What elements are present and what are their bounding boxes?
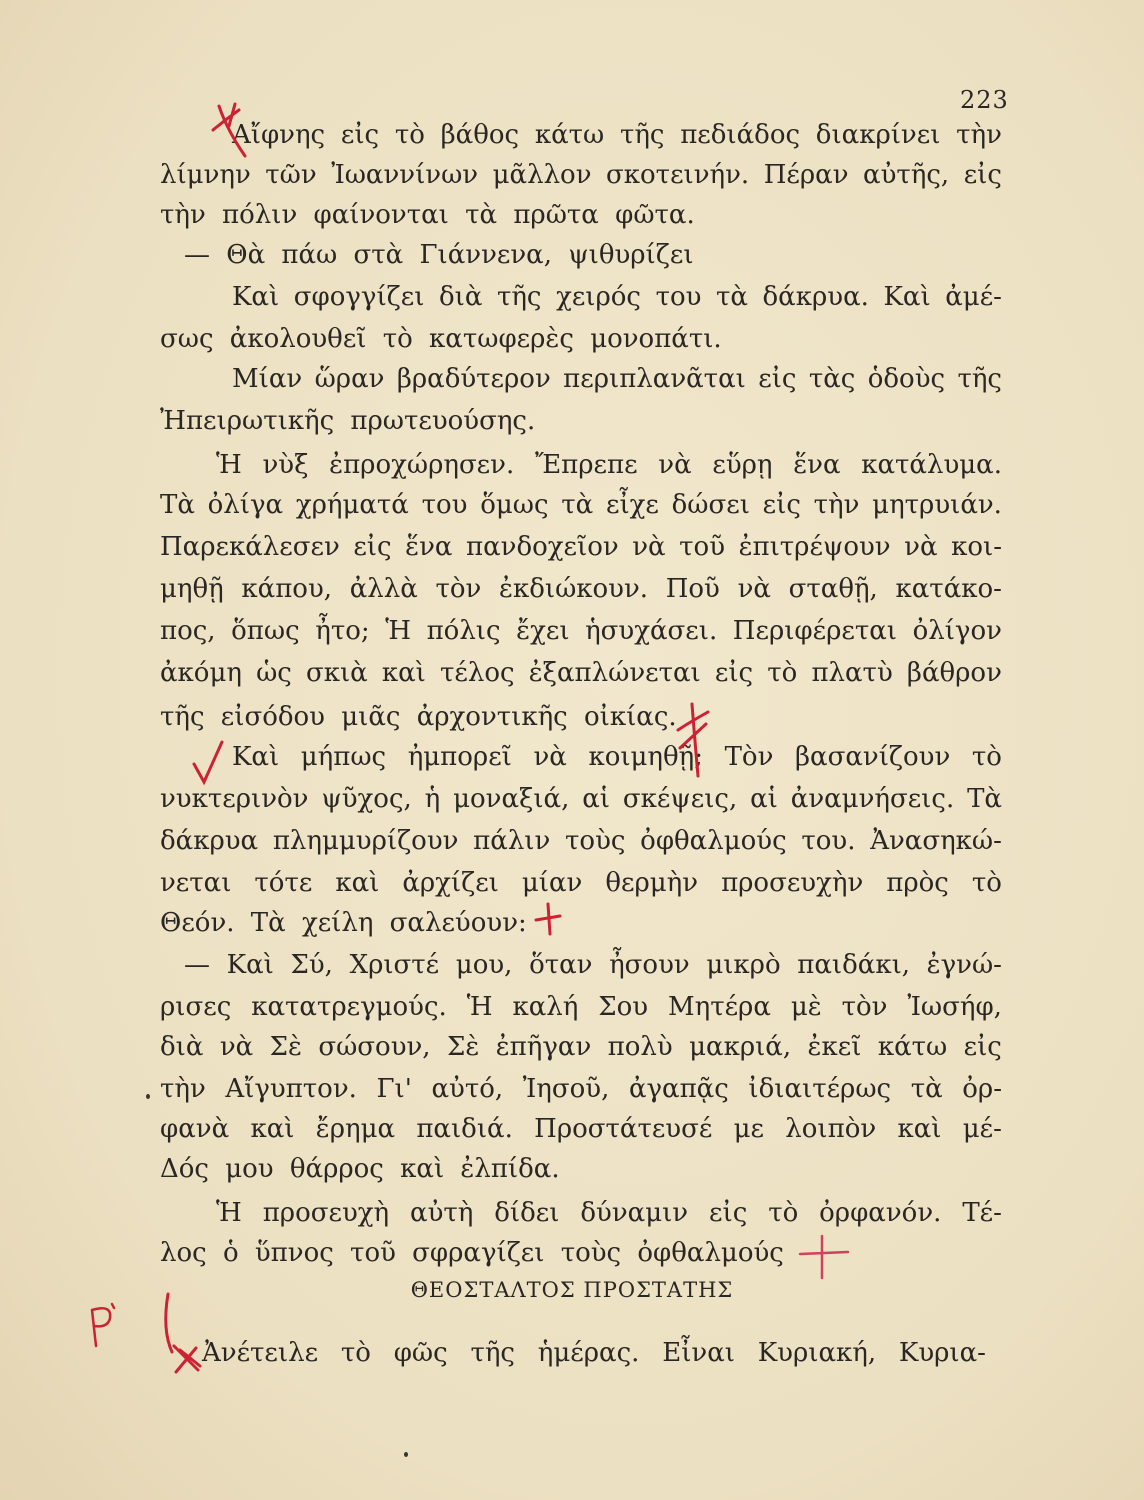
text-line: φανὰ καὶ ἔρημα παιδιά. Προστάτευσέ με λοιπὸν καὶ μέ- [160,1114,1002,1144]
margin-x-mark [170,1342,204,1376]
text-line: σως ἀκολουθεῖ τὸ κατωφερὲς μονοπάτι. [160,324,722,354]
correction-cross-1 [674,700,714,780]
text-line: λίμνην τῶν Ἰωαννίνων μᾶλλον σκοτεινήν. Πέραν αὐτῆς, εἰς [160,160,1002,190]
text-line: δάκρυα πλημμυρίζουν πάλιν τοὺς ὀφθαλμούς του. Ἀνασηκώ- [160,826,1002,856]
text-line: μηθῇ κάπου, ἀλλὰ τὸν ἐκδιώκουν. Ποῦ νὰ σταθῇ, κατάκο- [160,574,1002,604]
correction-cross-2 [532,902,564,936]
text-line: — Καὶ Σύ, Χριστέ μου, ὅταν ἦσουν μικρὸ παιδάκι, ἐγνώ- [184,950,1002,980]
correction-cross-3 [796,1234,852,1282]
text-line: ἀκόμη ὡς σκιὰ καὶ τέλος ἐξαπλώνεται εἰς τὸ πλατὺ βάθρον [160,658,1002,688]
chapter-heading: ΘΕΟΣΤΑΛΤΟΣ ΠΡΟΣΤΑΤΗΣ [410,1278,734,1302]
text-line: Καὶ σφογγίζει διὰ τῆς χειρός του τὰ δάκρυα. Καὶ ἀμέ- [232,282,1002,312]
text-line: Μίαν ὥραν βραδύτερον περιπλανᾶται εἰς τὰς ὁδοὺς τῆς [232,364,1002,394]
text-line: Καὶ μήπως ἠμπορεῖ νὰ κοιμηθῇ; Τὸν βασανίζουν τὸ [232,742,1002,772]
text-line: νυκτερινὸν ψῦχος, ἡ μοναξιά, αἱ σκέψεις, αἱ ἀναμνήσεις. Τὰ [160,784,1002,814]
text-line: Ἡ νὺξ ἐπροχώρησεν. Ἔπρεπε νὰ εὕρῃ ἕνα κατάλυμα. [216,450,1002,480]
text-line: Δός μου θάρρος καὶ ἐλπίδα. [160,1154,560,1184]
text-line: Θεόν. Τὰ χείλη σαλεύουν: [160,908,527,938]
text-line: — Θὰ πάω στὰ Γιάννενα, ψιθυρίζει [184,240,694,270]
ink-speck [404,1452,408,1457]
text-line: Παρεκάλεσεν εἰς ἕνα πανδοχεῖον νὰ τοῦ ἐπιτρέψουν νὰ κοι- [160,532,1002,562]
text-line: νεται τότε καὶ ἀρχίζει μίαν θερμὴν προσευχὴν πρὸς τὸ [160,868,1002,898]
ink-speck [146,1094,150,1099]
text-line: πος, ὅπως ἦτο; Ἡ πόλις ἔχει ἡσυχάσει. Περιφέρεται ὀλίγον [160,616,1002,646]
text-line: τὴν πόλιν φαίνονται τὰ πρῶτα φῶτα. [160,200,695,230]
text-line: Ἡ προσευχὴ αὐτὴ δίδει δύναμιν εἰς τὸ ὀρφανόν. Τέ- [216,1198,1002,1228]
margin-p-mark [82,1300,122,1350]
check-mark [190,740,230,790]
text-line: λος ὁ ὕπνος τοῦ σφραγίζει τοὺς ὀφθαλμούς [160,1238,784,1268]
page-number: 223 [960,86,1009,114]
correction-mark-top [205,100,253,170]
text-line: Τὰ ὀλίγα χρήματά του ὅμως τὰ εἶχε δώσει εἰς τὴν μητρυιάν. [160,490,1002,520]
text-line-final: Ἀνέτειλε τὸ φῶς τῆς ἡμέρας. Εἶναι Κυριακή, Κυρια- [202,1338,986,1368]
text-line: Ἠπειρωτικῆς πρωτευούσης. [160,406,536,436]
text-line: τῆς εἰσόδου μιᾶς ἀρχοντικῆς οἰκίας. [160,702,677,732]
text-line: τὴν Αἴγυπτον. Γι' αὐτό, Ἰησοῦ, ἀγαπᾷς ἰδιαιτέρως τὰ ὀρ- [160,1074,1002,1104]
text-line: διὰ νὰ Σὲ σώσουν, Σὲ ἐπῆγαν πολὺ μακριά, ἐκεῖ κάτω εἰς [160,1032,1002,1062]
text-line: Αἴφνης εἰς τὸ βάθος κάτω τῆς πεδιάδος διακρίνει τὴν [232,120,1002,150]
text-line: ρισες κατατρεγμούς. Ἡ καλή Σου Μητέρα μὲ τὸν Ἰωσήφ, [160,992,1002,1022]
